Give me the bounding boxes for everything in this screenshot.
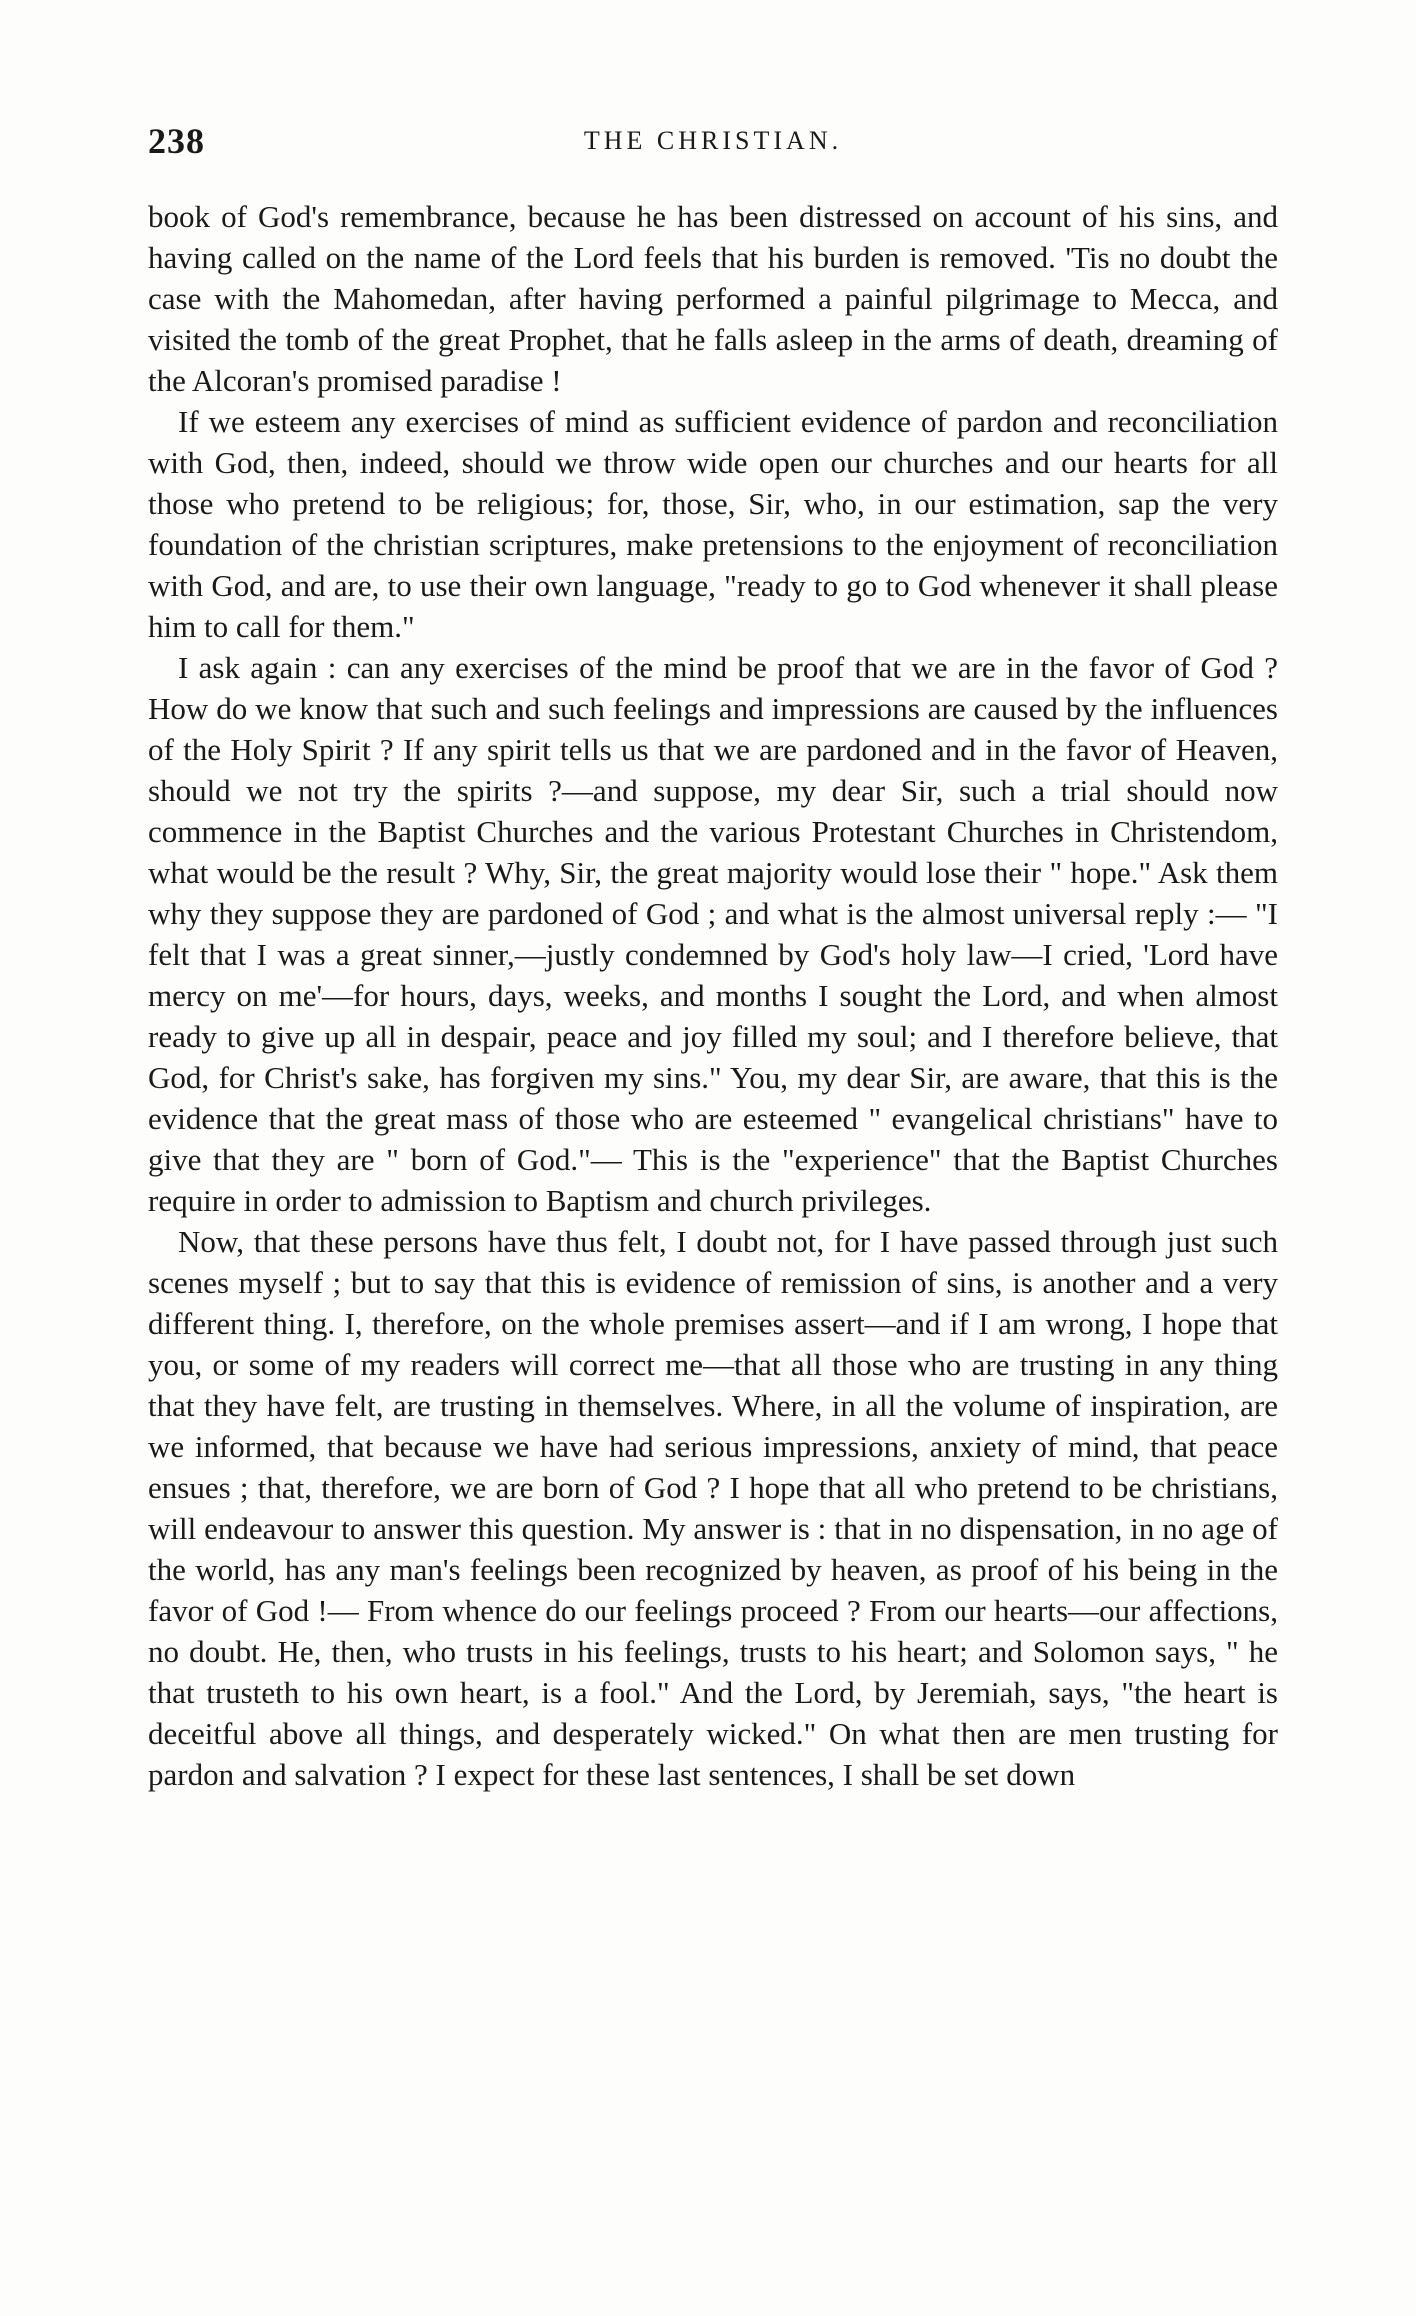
page-header — [148, 120, 1278, 164]
paragraph: Now, that these persons have thus felt, I doubt not, for I have passed through just such scenes myself ; but to say that this is evidence of remission of sins, is another and a very different thing. I, therefore, on the whole premises assert—and if I am wrong, I hope that you, or some of my readers will correct me—that all those who are trusting in any thing that they have felt, are trusting in themselves. Where, in all the volume of inspiration, are we informed, that because we have had serious impressions, anxiety of mind, that peace ensues ; that, therefore, we are born of God ? I hope that all who pretend to be christians, will endeavour to answer this question. My answer is : that in no dispensation, in no age of the world, has any man's feelings been recognized by heaven, as proof of his being in the favor of God !— From whence do our feelings proceed ? From our hearts—our affections, no doubt. He, then, who trusts in his feelings, trusts to his heart; and Solomon says, " he that trusteth to his own heart, is a fool." And the Lord, by Jeremiah, says, "the heart is deceitful above all things, and desperately wicked." On what then are men trusting for pardon and salvation ? I expect for these last sentences, I shall be set down — [148, 1224, 1278, 1792]
paragraph: I ask again : can any exercises of the mind be proof that we are in the favor of God ? How do we know that such and such feelings and impressions are caused by the influences of the Holy Spirit ? If any spirit tells us that we are pardoned and in the favor of Heaven, should we not try the spirits ?—and suppose, my dear Sir, such a trial should now commence in the Baptist Churches and the various Protestant Churches in Christendom, what would be the result ? Why, Sir, the great majority would lose their " hope." Ask them why they suppose they are pardoned of God ; and what is the almost universal reply :— "I felt that I was a great sinner,—justly condemned by God's holy law—I cried, 'Lord have mercy on me'—for hours, days, weeks, and months I sought the Lord, and when almost ready to give up all in despair, peace and joy filled my soul; and I therefore believe, that God, for Christ's sake, has forgiven my sins." You, my dear Sir, are aware, that this is the evidence that the great mass of those who are esteemed " evangelical christians" have to give that they are " born of God."— This is the "experience" that the Baptist Churches require in order to admission to Baptism and church privileges. — [148, 650, 1278, 1218]
paragraph-continuation: book of God's remembrance, because he has been distressed on account of his sins, and having called on the name of the Lord feels that his burden is removed. 'Tis no doubt the case with the Mahomedan, after having performed a painful pilgrimage to Mecca, and visited the tomb of the great Prophet, that he falls asleep in the arms of death, dreaming of the Alcoran's promised paradise ! — [148, 199, 1278, 398]
page-number: 238 — [148, 121, 205, 161]
body-text — [148, 196, 1278, 1795]
running-head: THE CHRISTIAN. — [583, 126, 843, 155]
paragraph: If we esteem any exercises of mind as sufficient evidence of pardon and reconciliation with God, then, indeed, should we throw wide open our churches and our hearts for all those who pretend to be religious; for, those, Sir, who, in our estimation, sap the very foundation of the christian scriptures, make pretensions to the enjoyment of reconciliation with God, and are, to use their own language, "ready to go to God whenever it shall please him to call for them." — [148, 404, 1278, 644]
